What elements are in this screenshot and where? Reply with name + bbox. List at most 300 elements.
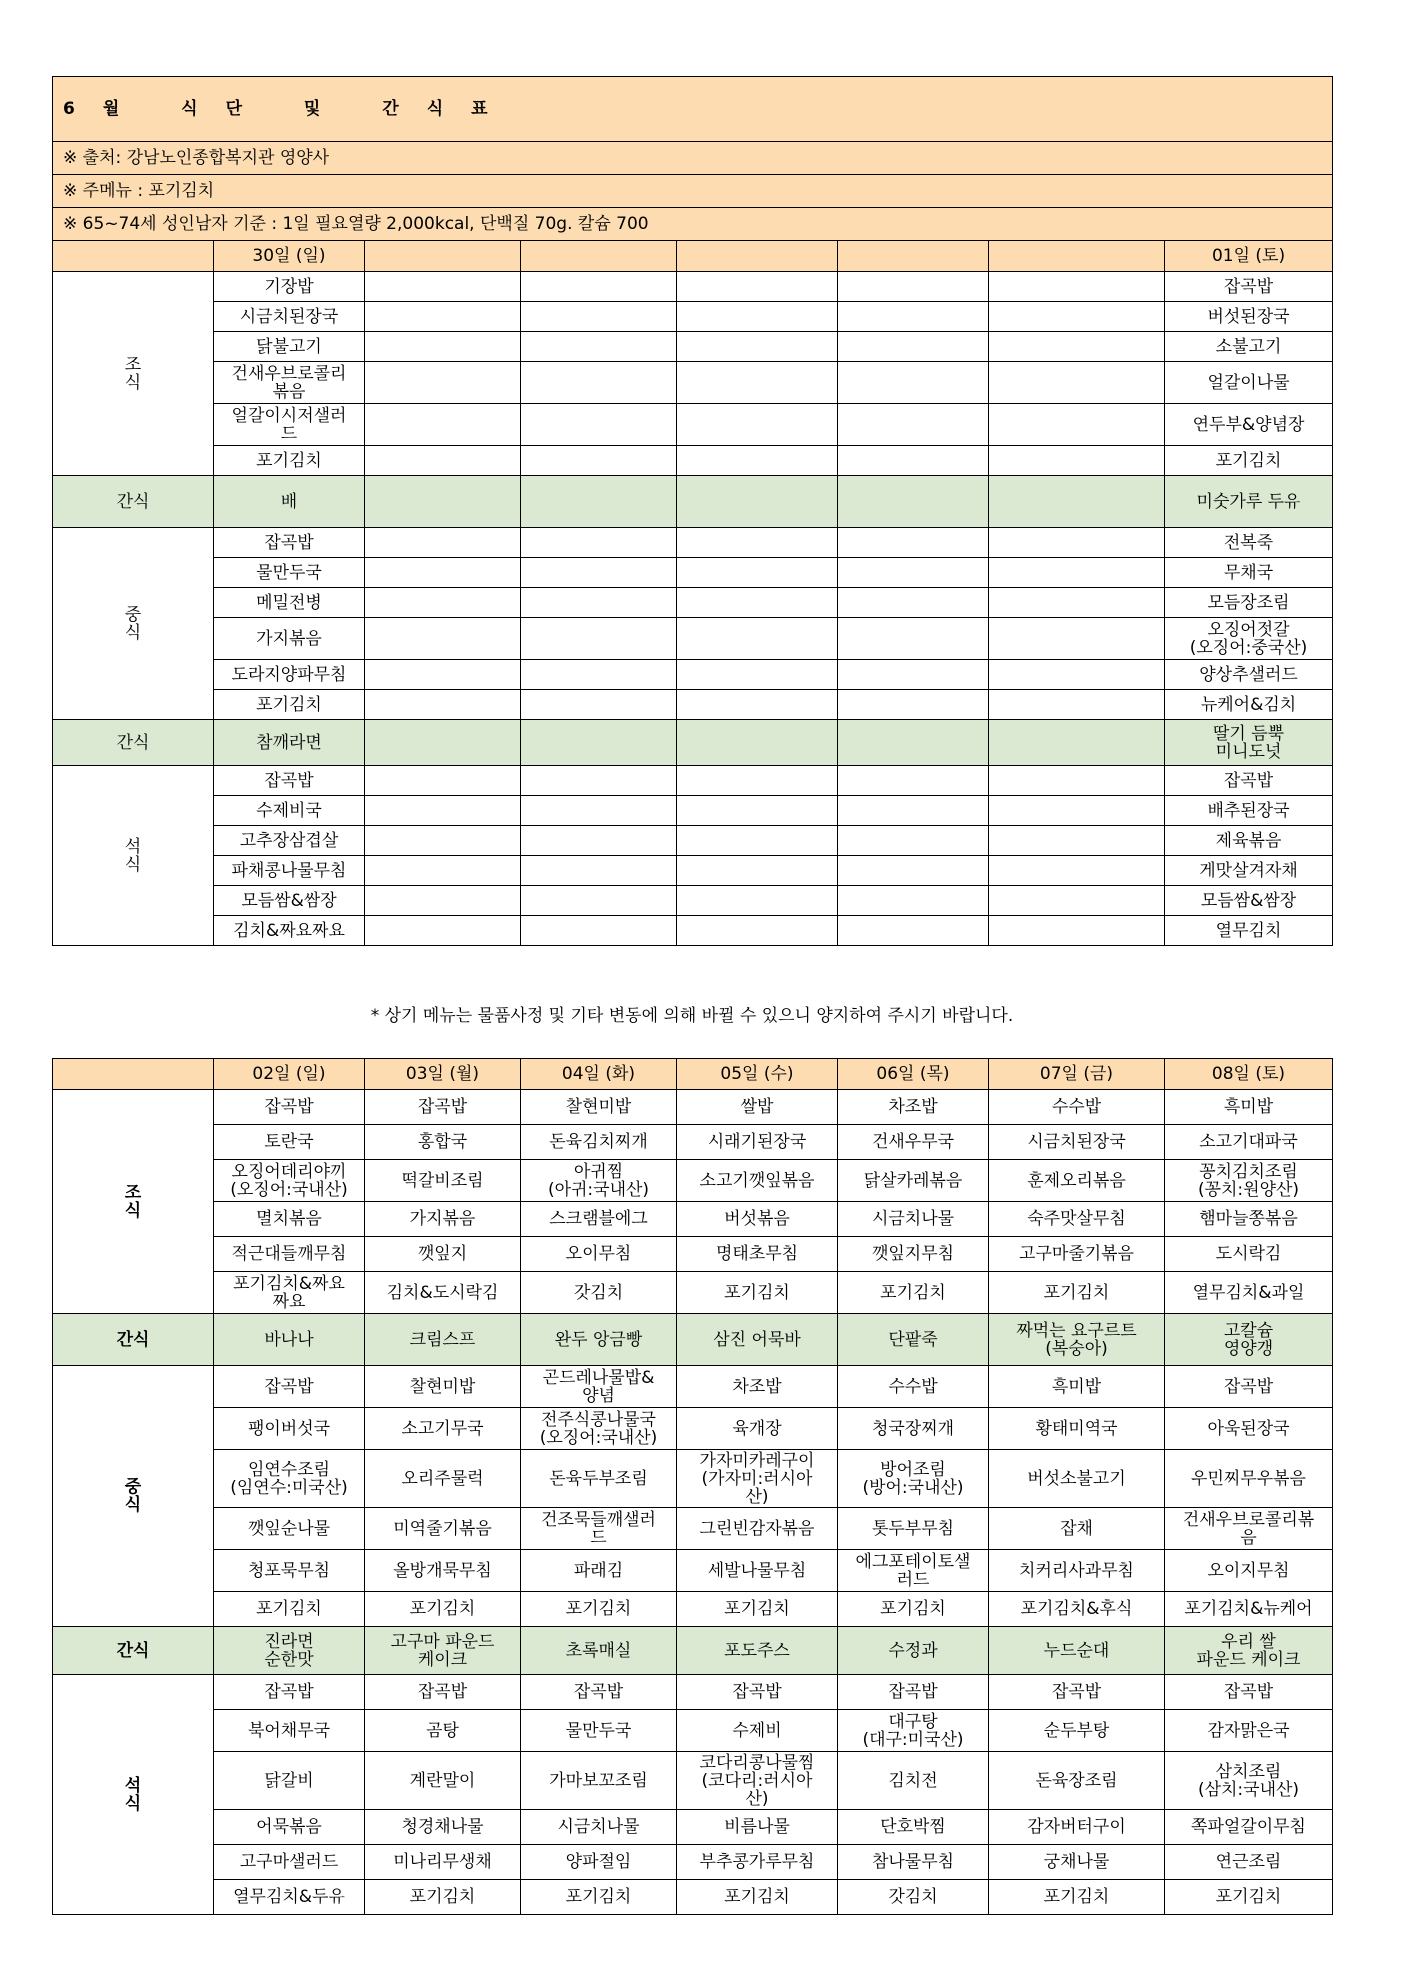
menu-item [677, 332, 838, 362]
menu-item [521, 272, 677, 302]
menu-item [677, 272, 838, 302]
menu-item [838, 826, 989, 856]
menu-item: 닭불고기 [214, 332, 365, 362]
menu-item: 가자미카레구이 (가자미:러시아 산) [677, 1450, 838, 1508]
menu-item: 곰탕 [365, 1710, 521, 1752]
snack-item: 우리 쌀 파운드 케이크 [1165, 1627, 1333, 1675]
menu-item: 궁채나물 [989, 1845, 1165, 1880]
menu-item: 북어채무국 [214, 1710, 365, 1752]
menu-item: 방어조림 (방어:국내산) [838, 1450, 989, 1508]
menu-item: 버섯된장국 [1165, 302, 1333, 332]
menu-item [989, 362, 1165, 404]
menu-item: 포기김치&짜요 짜요 [214, 1272, 365, 1314]
menu-item: 오징어데리야끼 (오징어:국내산) [214, 1160, 365, 1202]
menu-item: 시금치된장국 [214, 302, 365, 332]
day-header: 04일 (화) [521, 1059, 677, 1090]
menu-item [677, 618, 838, 660]
lunch-label [53, 528, 214, 720]
snack-item: 참깨라면 [214, 720, 365, 766]
menu-item: 양상추샐러드 [1165, 660, 1333, 690]
menu-item: 순두부탕 [989, 1710, 1165, 1752]
menu-item: 포기김치 [677, 1272, 838, 1314]
menu-item: 잡곡밥 [1165, 766, 1333, 796]
menu-item: 포기김치 [521, 1880, 677, 1915]
day-header-blank [53, 1059, 214, 1090]
menu-item: 참나물무침 [838, 1845, 989, 1880]
menu-item: 연근조림 [1165, 1845, 1333, 1880]
menu-item: 건새우브로콜리 볶음 [214, 362, 365, 404]
menu-item [365, 528, 521, 558]
menu-item: 포기김치 [677, 1592, 838, 1627]
menu-item [521, 826, 677, 856]
menu-item [677, 796, 838, 826]
menu-item [989, 660, 1165, 690]
menu-item: 김치&짜요짜요 [214, 916, 365, 946]
menu-item: 멸치볶음 [214, 1202, 365, 1237]
menu-item: 포기김치&후식 [989, 1592, 1165, 1627]
menu-item [521, 766, 677, 796]
menu-item: 깻잎지무침 [838, 1237, 989, 1272]
menu-item [521, 302, 677, 332]
lunch-label [53, 1366, 214, 1627]
menu-item [677, 916, 838, 946]
menu-item: 감자버터구이 [989, 1810, 1165, 1845]
menu-item [838, 796, 989, 826]
menu-item: 흑미밥 [1165, 1090, 1333, 1125]
snack-item: 수정과 [838, 1627, 989, 1675]
menu-item [521, 362, 677, 404]
menu-item: 잡곡밥 [989, 1675, 1165, 1710]
menu-item [989, 856, 1165, 886]
menu-item [677, 302, 838, 332]
menu-item: 시금치나물 [838, 1202, 989, 1237]
menu-item: 소고기무국 [365, 1408, 521, 1450]
menu-item [521, 886, 677, 916]
menu-item [838, 690, 989, 720]
menu-item: 찰현미밥 [521, 1090, 677, 1125]
menu-item: 톳두부무침 [838, 1508, 989, 1550]
menu-item: 포기김치 [214, 1592, 365, 1627]
menu-item [677, 826, 838, 856]
menu-item: 김치전 [838, 1752, 989, 1810]
menu-item: 제육볶음 [1165, 826, 1333, 856]
menu-item: 시래기된장국 [677, 1125, 838, 1160]
menu-item: 삼치조림 (삼치:국내산) [1165, 1752, 1333, 1810]
menu-item [838, 916, 989, 946]
menu-item [365, 446, 521, 476]
snack-item [365, 476, 521, 528]
menu-item: 깻잎순나물 [214, 1508, 365, 1550]
menu-item: 청국장찌개 [838, 1408, 989, 1450]
menu-item: 수제비국 [214, 796, 365, 826]
menu-item: 건새우브로콜리볶 음 [1165, 1508, 1333, 1550]
menu-item: 토란국 [214, 1125, 365, 1160]
menu-item [521, 528, 677, 558]
menu-item [677, 766, 838, 796]
menu-item [365, 826, 521, 856]
menu-item: 코다리콩나물찜 (코다리:러시아 산) [677, 1752, 838, 1810]
menu-item: 스크램블에그 [521, 1202, 677, 1237]
menu-item: 양파절임 [521, 1845, 677, 1880]
menu-item: 시금치나물 [521, 1810, 677, 1845]
menu-item: 닭갈비 [214, 1752, 365, 1810]
breakfast-label [53, 272, 214, 476]
menu-item: 오이무침 [521, 1237, 677, 1272]
menu-item: 부추콩가루무침 [677, 1845, 838, 1880]
snack-item: 크림스프 [365, 1314, 521, 1366]
menu-item: 명태초무침 [677, 1237, 838, 1272]
menu-item: 미역줄기볶음 [365, 1508, 521, 1550]
menu-item: 에그포테이토샐 러드 [838, 1550, 989, 1592]
menu-item: 포기김치 [365, 1592, 521, 1627]
menu-item [677, 856, 838, 886]
snack-item: 단팥죽 [838, 1314, 989, 1366]
snack-item: 진라면 순한맛 [214, 1627, 365, 1675]
menu-item [989, 826, 1165, 856]
menu-item [365, 404, 521, 446]
menu-item [677, 588, 838, 618]
menu-item: 팽이버섯국 [214, 1408, 365, 1450]
day-header: 05일 (수) [677, 1059, 838, 1090]
menu-item: 우민찌무우볶음 [1165, 1450, 1333, 1508]
menu-item: 고구마줄기볶음 [989, 1237, 1165, 1272]
menu-item: 가마보꼬조림 [521, 1752, 677, 1810]
menu-item [989, 404, 1165, 446]
menu-item: 고추장삼겹살 [214, 826, 365, 856]
breakfast-label [53, 1090, 214, 1314]
menu-item: 오이지무침 [1165, 1550, 1333, 1592]
menu-item: 숙주맛살무침 [989, 1202, 1165, 1237]
menu-item [989, 332, 1165, 362]
menu-item: 무채국 [1165, 558, 1333, 588]
snack-item: 초록매실 [521, 1627, 677, 1675]
day-header [989, 241, 1165, 272]
menu-item [365, 558, 521, 588]
menu-item: 미나리무생채 [365, 1845, 521, 1880]
menu-item: 돈육김치찌개 [521, 1125, 677, 1160]
menu-item: 잡곡밥 [838, 1675, 989, 1710]
menu-item: 잡곡밥 [1165, 1366, 1333, 1408]
menu-item [365, 618, 521, 660]
menu-item: 포기김치 [1165, 446, 1333, 476]
menu-item [838, 332, 989, 362]
menu-item [521, 660, 677, 690]
menu-item [838, 558, 989, 588]
menu-item [989, 766, 1165, 796]
menu-item: 수수밥 [989, 1090, 1165, 1125]
menu-item: 소고기깻잎볶음 [677, 1160, 838, 1202]
day-header: 08일 (토) [1165, 1059, 1333, 1090]
menu-document [52, 76, 1332, 1907]
snack-label: 간식 [53, 476, 214, 528]
menu-item: 적근대들깨무침 [214, 1237, 365, 1272]
menu-item: 곤드레나물밥& 양념 [521, 1366, 677, 1408]
menu-item: 포기김치 [214, 446, 365, 476]
snack-item [521, 720, 677, 766]
snack-item: 고칼슘 영양갱 [1165, 1314, 1333, 1366]
menu-item [838, 660, 989, 690]
menu-item [521, 796, 677, 826]
menu-item [365, 362, 521, 404]
menu-item: 떡갈비조림 [365, 1160, 521, 1202]
menu-item: 갓김치 [521, 1272, 677, 1314]
menu-item [365, 660, 521, 690]
menu-item [521, 446, 677, 476]
menu-item: 단호박찜 [838, 1810, 989, 1845]
day-header: 02일 (일) [214, 1059, 365, 1090]
snack-item [838, 720, 989, 766]
meal-label-char: 식 [124, 1793, 142, 1814]
snack-item: 고구마 파운드 케이크 [365, 1627, 521, 1675]
menu-item: 홍합국 [365, 1125, 521, 1160]
page-title: 6월 식단 및 간식표 [53, 77, 1333, 142]
menu-item [521, 856, 677, 886]
menu-item [677, 660, 838, 690]
week2-table [52, 1058, 1333, 1915]
menu-item: 임연수조림 (임연수:미국산) [214, 1450, 365, 1508]
menu-item: 포기김치 [214, 690, 365, 720]
menu-item: 전주식콩나물국 (오징어:국내산) [521, 1408, 677, 1450]
info-main-menu: ※ 주메뉴 : 포기김치 [53, 175, 1333, 208]
menu-item: 차조밥 [677, 1366, 838, 1408]
menu-item [365, 332, 521, 362]
menu-item: 메밀전병 [214, 588, 365, 618]
menu-item: 게맛살겨자채 [1165, 856, 1333, 886]
menu-item [365, 302, 521, 332]
menu-item [838, 618, 989, 660]
menu-item [838, 886, 989, 916]
menu-item: 차조밥 [838, 1090, 989, 1125]
menu-item [521, 618, 677, 660]
menu-item [677, 558, 838, 588]
meal-label-char: 식 [124, 622, 142, 643]
menu-item: 쪽파얼갈이무침 [1165, 1810, 1333, 1845]
menu-item [989, 588, 1165, 618]
menu-item: 김치&도시락김 [365, 1272, 521, 1314]
menu-item: 어묵볶음 [214, 1810, 365, 1845]
menu-item: 버섯볶음 [677, 1202, 838, 1237]
menu-item: 얼갈이시저샐러 드 [214, 404, 365, 446]
menu-item: 모듬쌈&쌈장 [214, 886, 365, 916]
meal-label-char: 중 [124, 1477, 142, 1497]
meal-label-char: 식 [124, 1495, 142, 1515]
menu-item [365, 766, 521, 796]
menu-item [677, 886, 838, 916]
snack-item: 바나나 [214, 1314, 365, 1366]
menu-item [838, 766, 989, 796]
day-header: 03일 (월) [365, 1059, 521, 1090]
menu-item: 파채콩나물무침 [214, 856, 365, 886]
menu-item: 가지볶음 [214, 618, 365, 660]
snack-item: 삼진 어묵바 [677, 1314, 838, 1366]
menu-item: 잡곡밥 [365, 1090, 521, 1125]
menu-item: 잡곡밥 [1165, 272, 1333, 302]
menu-item: 감자맑은국 [1165, 1710, 1333, 1752]
meal-label-char: 석 [124, 1775, 142, 1796]
menu-item: 올방개묵무침 [365, 1550, 521, 1592]
menu-item: 돈육장조림 [989, 1752, 1165, 1810]
menu-item: 흑미밥 [989, 1366, 1165, 1408]
week1-table [52, 76, 1333, 946]
menu-item: 가지볶음 [365, 1202, 521, 1237]
meal-label-char: 조 [124, 1182, 142, 1203]
menu-item [521, 690, 677, 720]
menu-item: 깻잎지 [365, 1237, 521, 1272]
menu-item [365, 916, 521, 946]
menu-item: 버섯소불고기 [989, 1450, 1165, 1508]
menu-item: 쌀밥 [677, 1090, 838, 1125]
menu-item: 햄마늘쫑볶음 [1165, 1202, 1333, 1237]
menu-item: 아욱된장국 [1165, 1408, 1333, 1450]
menu-item [365, 886, 521, 916]
menu-item: 세발나물무침 [677, 1550, 838, 1592]
menu-item: 열무김치&과일 [1165, 1272, 1333, 1314]
menu-item: 소불고기 [1165, 332, 1333, 362]
menu-item: 잡곡밥 [521, 1675, 677, 1710]
menu-item [989, 302, 1165, 332]
menu-item: 포기김치 [1165, 1880, 1333, 1915]
menu-item [365, 796, 521, 826]
menu-item: 연두부&양념장 [1165, 404, 1333, 446]
menu-item [989, 272, 1165, 302]
menu-item: 포기김치 [677, 1880, 838, 1915]
menu-item: 치커리사과무침 [989, 1550, 1165, 1592]
dinner-label [53, 1675, 214, 1915]
menu-item: 건조묵들깨샐러 드 [521, 1508, 677, 1550]
snack-label: 간식 [53, 1314, 214, 1366]
info-nutrition: ※ 65~74세 성인남자 기준 : 1일 필요열량 2,000kcal, 단백질 70g. 칼슘 700 [53, 208, 1333, 241]
menu-item [521, 588, 677, 618]
menu-item: 찰현미밥 [365, 1366, 521, 1408]
menu-item [838, 272, 989, 302]
menu-item: 잡채 [989, 1508, 1165, 1550]
menu-item: 배추된장국 [1165, 796, 1333, 826]
menu-item: 육개장 [677, 1408, 838, 1450]
snack-item: 미숫가루 두유 [1165, 476, 1333, 528]
menu-item [365, 272, 521, 302]
snack-item [365, 720, 521, 766]
menu-item: 포기김치 [838, 1592, 989, 1627]
menu-item: 전복죽 [1165, 528, 1333, 558]
snack-label: 간식 [53, 720, 214, 766]
menu-item [989, 796, 1165, 826]
menu-item: 수제비 [677, 1710, 838, 1752]
menu-item: 포기김치 [521, 1592, 677, 1627]
menu-item: 시금치된장국 [989, 1125, 1165, 1160]
notice-text: * 상기 메뉴는 물품사정 및 기타 변동에 의해 바뀔 수 있으니 양지하여 주시기 바랍니다. [370, 1006, 1014, 1026]
menu-item: 갓김치 [838, 1880, 989, 1915]
snack-item [989, 720, 1165, 766]
menu-item: 훈제오리볶음 [989, 1160, 1165, 1202]
menu-item: 열무김치 [1165, 916, 1333, 946]
menu-item [677, 404, 838, 446]
menu-item: 닭살카레볶음 [838, 1160, 989, 1202]
menu-item: 얼갈이나물 [1165, 362, 1333, 404]
menu-item: 잡곡밥 [214, 1675, 365, 1710]
snack-item [677, 476, 838, 528]
menu-item [989, 916, 1165, 946]
menu-item: 잡곡밥 [365, 1675, 521, 1710]
menu-item: 꽁치김치조림 (꽁치:원양산) [1165, 1160, 1333, 1202]
menu-item: 포기김치 [989, 1272, 1165, 1314]
menu-item [838, 856, 989, 886]
menu-item: 건새우무국 [838, 1125, 989, 1160]
menu-item [677, 362, 838, 404]
day-header-blank [53, 241, 214, 272]
menu-item [521, 332, 677, 362]
menu-item [989, 528, 1165, 558]
day-header [677, 241, 838, 272]
menu-item: 수수밥 [838, 1366, 989, 1408]
menu-item [365, 588, 521, 618]
day-header: 06일 (목) [838, 1059, 989, 1090]
day-header [838, 241, 989, 272]
day-header: 30일 (일) [214, 241, 365, 272]
menu-item: 포기김치 [365, 1880, 521, 1915]
menu-item: 모듬쌈&쌈장 [1165, 886, 1333, 916]
menu-item: 열무김치&두유 [214, 1880, 365, 1915]
menu-item [838, 588, 989, 618]
snack-item: 누드순대 [989, 1627, 1165, 1675]
meal-label-char: 조 [124, 354, 142, 375]
snack-item [838, 476, 989, 528]
menu-item: 오리주물럭 [365, 1450, 521, 1508]
meal-label-char: 식 [124, 372, 142, 393]
menu-item: 포기김치 [838, 1272, 989, 1314]
menu-item: 잡곡밥 [214, 1366, 365, 1408]
meal-label-char: 중 [124, 604, 142, 625]
meal-label-char: 식 [124, 854, 142, 875]
menu-item: 잡곡밥 [214, 766, 365, 796]
snack-item [521, 476, 677, 528]
menu-item: 도시락김 [1165, 1237, 1333, 1272]
day-header [365, 241, 521, 272]
snack-item [677, 720, 838, 766]
menu-item [521, 916, 677, 946]
menu-item: 기장밥 [214, 272, 365, 302]
menu-item [989, 558, 1165, 588]
menu-item: 비름나물 [677, 1810, 838, 1845]
menu-item: 뉴케어&김치 [1165, 690, 1333, 720]
snack-label: 간식 [53, 1627, 214, 1675]
menu-item: 잡곡밥 [677, 1675, 838, 1710]
meal-label-char: 석 [124, 836, 142, 857]
snack-item [989, 476, 1165, 528]
info-source: ※ 출처: 강남노인종합복지관 영양사 [53, 142, 1333, 175]
menu-item [365, 690, 521, 720]
menu-item [677, 446, 838, 476]
snack-item: 짜먹는 요구르트 (복숭아) [989, 1314, 1165, 1366]
snack-item: 배 [214, 476, 365, 528]
dinner-label [53, 766, 214, 946]
menu-item: 잡곡밥 [1165, 1675, 1333, 1710]
day-header: 07일 (금) [989, 1059, 1165, 1090]
menu-item: 고구마샐러드 [214, 1845, 365, 1880]
menu-item: 도라지양파무침 [214, 660, 365, 690]
menu-item [838, 302, 989, 332]
menu-item: 모듬장조림 [1165, 588, 1333, 618]
menu-item [521, 558, 677, 588]
menu-item: 잡곡밥 [214, 1090, 365, 1125]
menu-item: 포기김치 [989, 1880, 1165, 1915]
menu-item [521, 404, 677, 446]
menu-item: 황태미역국 [989, 1408, 1165, 1450]
menu-item: 아귀찜 (아귀:국내산) [521, 1160, 677, 1202]
menu-item [677, 528, 838, 558]
menu-item [838, 446, 989, 476]
menu-item [989, 690, 1165, 720]
day-header [521, 241, 677, 272]
